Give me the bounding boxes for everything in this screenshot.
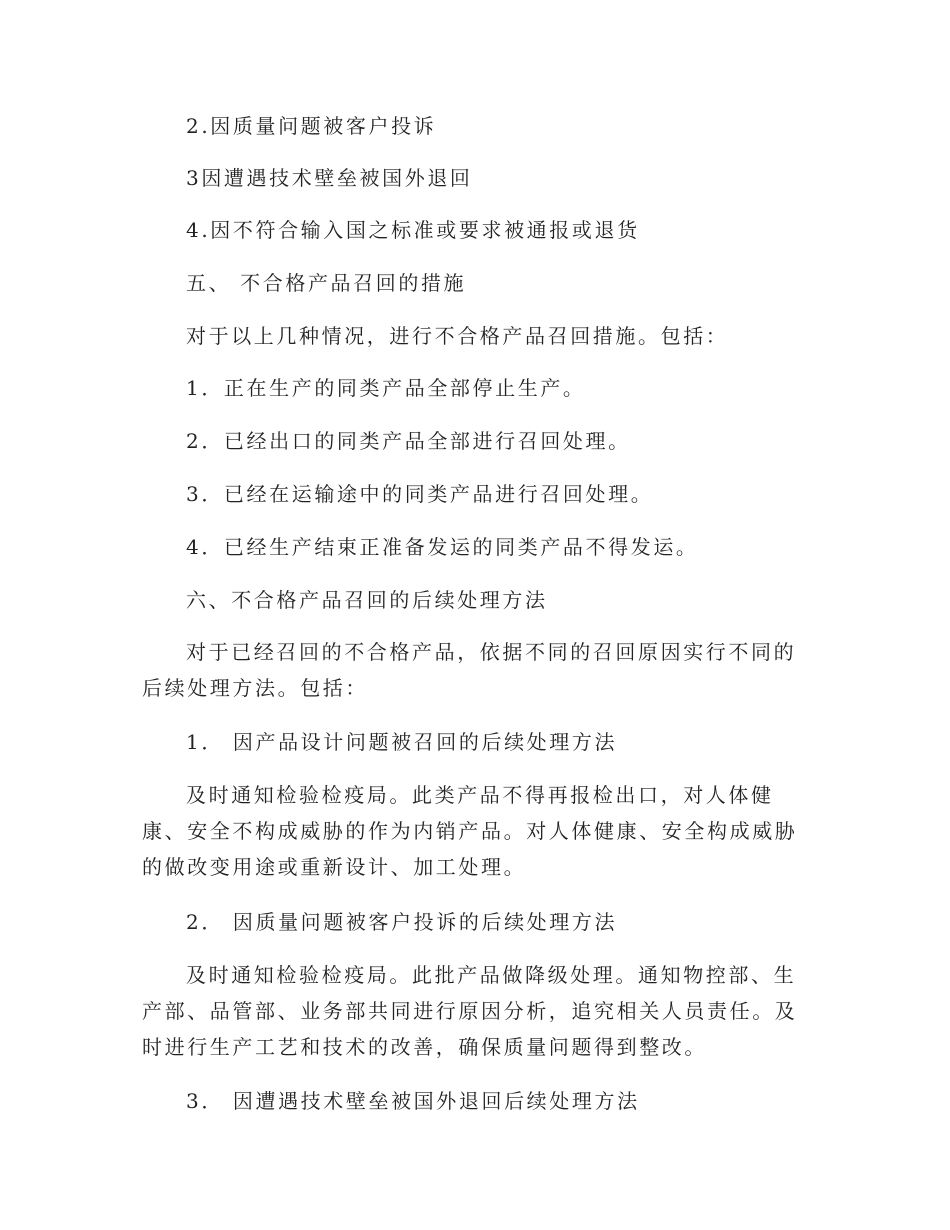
- section-heading-followup: 六、不合格产品召回的后续处理方法: [186, 588, 548, 612]
- list-item-technical-barrier: 3因遭遇技术壁垒被国外退回: [186, 166, 473, 190]
- followup-intro-paragraph: 对于已经召回的不合格产品，依据不同的召回原因实行不同的后续处理方法。包括：: [142, 640, 797, 700]
- measure-item-recall-exported: 2．已经出口的同类产品全部进行召回处理。: [186, 429, 631, 453]
- list-item-complaint: 2.因质量问题被客户投诉: [186, 114, 437, 138]
- measure-item-halt-shipment: 4．已经生产结束正准备发运的同类产品不得发运。: [186, 535, 699, 559]
- list-item-nonconformity: 4.因不符合输入国之标准或要求被通报或退货: [186, 218, 640, 242]
- section-heading-recall-measures: 五、 不合格产品召回的措施: [186, 271, 467, 295]
- followup-design-paragraph: 及时通知检验检疫局。此类产品不得再报检出口，对人体健康、安全不构成威胁的作为内销产品。对人体健康、安全构成威胁的做改变用途或重新设计、加工处理。: [142, 783, 798, 879]
- recall-measures-intro: 对于以上几种情况，进行不合格产品召回措施。包括：: [186, 324, 729, 348]
- measure-item-stop-production: 1．正在生产的同类产品全部停止生产。: [186, 376, 586, 400]
- followup-quality-paragraph: 及时通知检验检疫局。此批产品做降级处理。通知物控部、生产部、品管部、业务部共同进行原因分析，追究相关人员责任。及时进行生产工艺和技术的改善，确保质量问题得到整改。: [142, 963, 798, 1059]
- followup-item-quality-heading: 2． 因质量问题被客户投诉的后续处理方法: [186, 910, 618, 934]
- followup-item-barrier-heading: 3． 因遭遇技术壁垒被国外退回后续处理方法: [186, 1089, 640, 1113]
- measure-item-recall-in-transit: 3．已经在运输途中的同类产品进行召回处理。: [186, 482, 654, 506]
- followup-item-design-heading: 1． 因产品设计问题被召回的后续处理方法: [186, 730, 618, 754]
